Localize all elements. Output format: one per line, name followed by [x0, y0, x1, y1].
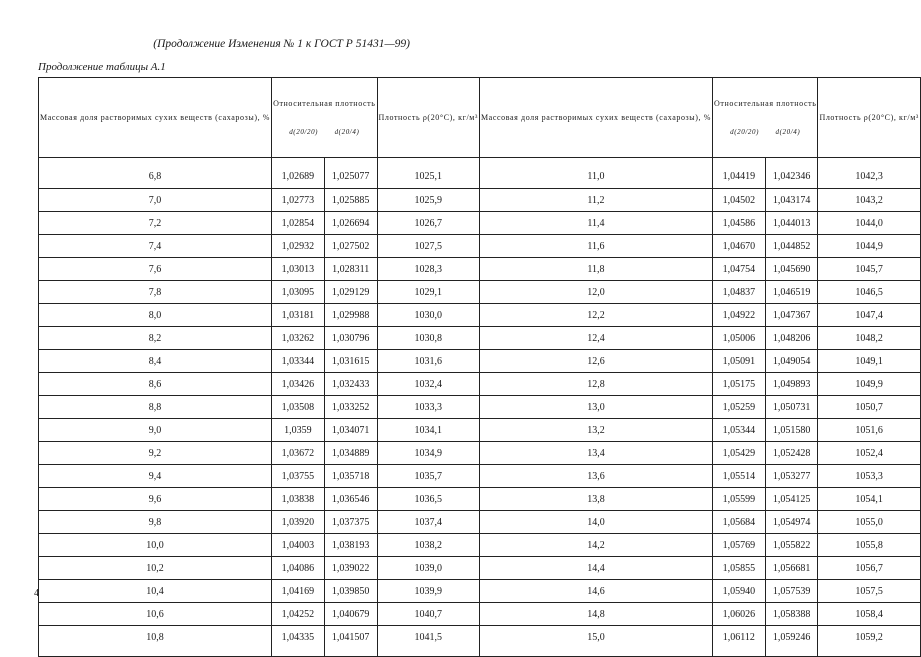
table-cell: 7,0: [39, 189, 272, 212]
document-header: (Продолжение Изменения № 1 к ГОСТ Р 51431—99): [153, 38, 410, 50]
table-row: [39, 580, 921, 603]
table-cell: 1048,2: [818, 327, 920, 350]
table-cell: 1050,7: [818, 396, 920, 419]
table-cell: 1,029129: [324, 281, 377, 304]
table-cell: 1,046519: [765, 281, 818, 304]
table-cell: 1,0359: [272, 419, 325, 442]
table-cell: 1,03508: [272, 396, 325, 419]
table-cell: 10,2: [39, 557, 272, 580]
table-cell: 1,052428: [765, 442, 818, 465]
table-cell: 1044,9: [818, 235, 920, 258]
table-cell: 1046,5: [818, 281, 920, 304]
table-row: [39, 212, 921, 235]
table-cell: 1049,1: [818, 350, 920, 373]
table-cell: 1,030796: [324, 327, 377, 350]
table-cell: 1054,1: [818, 488, 920, 511]
table-cell: 1,03755: [272, 465, 325, 488]
table-cell: 1057,5: [818, 580, 920, 603]
table-cell: 8,6: [39, 373, 272, 396]
header-relative-density-subcols: [273, 127, 375, 137]
table-cell: 1,03920: [272, 511, 325, 534]
table-cell: 1,053277: [765, 465, 818, 488]
header-d-20-4: d(20/4): [334, 127, 360, 136]
table-cell: 1,039850: [324, 580, 377, 603]
header-relative-density-subcols-2: [714, 127, 816, 137]
table-cell: 1,04837: [713, 281, 766, 304]
table-cell: 1032,4: [377, 373, 479, 396]
table-cell: 7,6: [39, 258, 272, 281]
table-cell: 1,040679: [324, 603, 377, 626]
table-cell: 1059,2: [818, 626, 920, 657]
table-cell: 1043,2: [818, 189, 920, 212]
table-row: [39, 534, 921, 557]
table-cell: 1,05769: [713, 534, 766, 557]
table-cell: 13,2: [479, 419, 712, 442]
table-cell: 1030,0: [377, 304, 479, 327]
table-cell: 1,048206: [765, 327, 818, 350]
header-d-20-20-2: d(20/20): [730, 127, 760, 136]
table-cell: 1027,5: [377, 235, 479, 258]
table-cell: 1039,9: [377, 580, 479, 603]
table-cell: 1025,1: [377, 158, 479, 189]
table-cell: 15,0: [479, 626, 712, 657]
table-cell: 1,03095: [272, 281, 325, 304]
table-cell: 1,02689: [272, 158, 325, 189]
table-cell: 1,04169: [272, 580, 325, 603]
header-relative-density-label-2: Относительная плотность: [714, 98, 817, 108]
table-cell: 1,039022: [324, 557, 377, 580]
table-cell: 1,054125: [765, 488, 818, 511]
table-cell: 14,8: [479, 603, 712, 626]
table-cell: 1,03013: [272, 258, 325, 281]
table-row: [39, 511, 921, 534]
table-cell: 1,044852: [765, 235, 818, 258]
table-cell: 1,029988: [324, 304, 377, 327]
table-cell: 1037,4: [377, 511, 479, 534]
table-cell: 1031,6: [377, 350, 479, 373]
table-cell: 1041,5: [377, 626, 479, 657]
table-cell: 1,04922: [713, 304, 766, 327]
table-cell: 1,050731: [765, 396, 818, 419]
table-row: [39, 158, 921, 189]
header-density: Плотность ρ(20°C), кг/м³: [377, 78, 479, 158]
table-row: [39, 235, 921, 258]
table-cell: 1,045690: [765, 258, 818, 281]
table-cell: 10,8: [39, 626, 272, 657]
table-row: [39, 189, 921, 212]
table-cell: 1,051580: [765, 419, 818, 442]
table-cell: 1,037375: [324, 511, 377, 534]
table-cell: 1,04502: [713, 189, 766, 212]
table-cell: 1,042346: [765, 158, 818, 189]
header-d-20-20: d(20/20): [289, 127, 319, 136]
table-row: [39, 281, 921, 304]
table-cell: 1,028311: [324, 258, 377, 281]
table-cell: 1058,4: [818, 603, 920, 626]
table-cell: 9,0: [39, 419, 272, 442]
header-relative-density: [272, 78, 377, 158]
table-cell: 1,05006: [713, 327, 766, 350]
table-cell: 1,02854: [272, 212, 325, 235]
table-cell: 8,4: [39, 350, 272, 373]
table-row: [39, 396, 921, 419]
table-row: [39, 258, 921, 281]
table-cell: 1,03672: [272, 442, 325, 465]
table-cell: 1,05429: [713, 442, 766, 465]
table-row: [39, 304, 921, 327]
table-caption: Продолжение таблицы А.1: [38, 61, 166, 73]
table-cell: 1,033252: [324, 396, 377, 419]
table-cell: 1034,1: [377, 419, 479, 442]
table-cell: 1,03262: [272, 327, 325, 350]
table-cell: 1056,7: [818, 557, 920, 580]
table-cell: 1026,7: [377, 212, 479, 235]
table-cell: 13,6: [479, 465, 712, 488]
table-cell: 1,05684: [713, 511, 766, 534]
table-cell: 1,04252: [272, 603, 325, 626]
table-cell: 1033,3: [377, 396, 479, 419]
table-cell: 1049,9: [818, 373, 920, 396]
table-cell: 1,047367: [765, 304, 818, 327]
table-cell: 13,0: [479, 396, 712, 419]
table-cell: 13,8: [479, 488, 712, 511]
table-cell: 1,031615: [324, 350, 377, 373]
table-cell: 9,4: [39, 465, 272, 488]
table-cell: 10,0: [39, 534, 272, 557]
table-cell: 11,0: [479, 158, 712, 189]
table-cell: 1,03426: [272, 373, 325, 396]
table-cell: 1,04586: [713, 212, 766, 235]
table-cell: 1,02932: [272, 235, 325, 258]
table-cell: 1,04335: [272, 626, 325, 657]
table-cell: 1,055822: [765, 534, 818, 557]
table-cell: 12,0: [479, 281, 712, 304]
table-cell: 1,04003: [272, 534, 325, 557]
header-d-20-4-2: d(20/4): [775, 127, 801, 136]
table-cell: 1,026694: [324, 212, 377, 235]
table-cell: 12,8: [479, 373, 712, 396]
table-cell: 1,04754: [713, 258, 766, 281]
table-cell: 1039,0: [377, 557, 479, 580]
table-cell: 12,2: [479, 304, 712, 327]
table-cell: 1,03181: [272, 304, 325, 327]
table-cell: 1,043174: [765, 189, 818, 212]
table-cell: 1,034071: [324, 419, 377, 442]
table-cell: 1040,7: [377, 603, 479, 626]
table-cell: 1038,2: [377, 534, 479, 557]
table-cell: 1042,3: [818, 158, 920, 189]
table-cell: 1,041507: [324, 626, 377, 657]
table-cell: 8,2: [39, 327, 272, 350]
table-row: [39, 350, 921, 373]
density-table: [38, 77, 921, 657]
table-cell: 9,2: [39, 442, 272, 465]
table-cell: 12,6: [479, 350, 712, 373]
table-cell: 11,4: [479, 212, 712, 235]
table-header: [39, 78, 921, 158]
table-cell: 1,03838: [272, 488, 325, 511]
table-cell: 1055,8: [818, 534, 920, 557]
table-row: [39, 488, 921, 511]
table-cell: 1,049054: [765, 350, 818, 373]
table-cell: 1,05175: [713, 373, 766, 396]
table-cell: 1,05940: [713, 580, 766, 603]
table-cell: 7,4: [39, 235, 272, 258]
table-cell: 14,2: [479, 534, 712, 557]
table-cell: 1,05599: [713, 488, 766, 511]
table-cell: 9,8: [39, 511, 272, 534]
table-cell: 1,04086: [272, 557, 325, 580]
table-row: [39, 626, 921, 657]
table-cell: 1047,4: [818, 304, 920, 327]
table-cell: 1,027502: [324, 235, 377, 258]
table-cell: 1,05259: [713, 396, 766, 419]
table-cell: 1,038193: [324, 534, 377, 557]
header-density-2: Плотность ρ(20°C), кг/м³: [818, 78, 920, 158]
table-row: [39, 465, 921, 488]
header-mass-fraction: Массовая доля растворимых сухих веществ (сахарозы), %: [39, 78, 272, 158]
table-cell: 1,05344: [713, 419, 766, 442]
table-cell: 11,6: [479, 235, 712, 258]
table-cell: 1053,3: [818, 465, 920, 488]
table-row: [39, 419, 921, 442]
table-cell: 1,058388: [765, 603, 818, 626]
table-cell: 7,8: [39, 281, 272, 304]
table-row: [39, 327, 921, 350]
table-cell: 1034,9: [377, 442, 479, 465]
table-cell: 1,06112: [713, 626, 766, 657]
table-cell: 1,049893: [765, 373, 818, 396]
table-cell: 1,035718: [324, 465, 377, 488]
table-cell: 1055,0: [818, 511, 920, 534]
table-cell: 10,4: [39, 580, 272, 603]
table-cell: 1,057539: [765, 580, 818, 603]
table-cell: 1025,9: [377, 189, 479, 212]
table-row: [39, 557, 921, 580]
table-cell: 1,054974: [765, 511, 818, 534]
table-cell: 11,8: [479, 258, 712, 281]
table-cell: 1029,1: [377, 281, 479, 304]
page-number: 4: [34, 588, 39, 599]
table-cell: 1,04419: [713, 158, 766, 189]
header-relative-density-2: [713, 78, 818, 158]
header-relative-density-label: Относительная плотность: [273, 98, 376, 108]
table-cell: 6,8: [39, 158, 272, 189]
table-cell: 1,06026: [713, 603, 766, 626]
table-cell: 1,034889: [324, 442, 377, 465]
table-cell: 8,8: [39, 396, 272, 419]
table-cell: 1,02773: [272, 189, 325, 212]
table-row: [39, 442, 921, 465]
table-cell: 1,044013: [765, 212, 818, 235]
table-body: [39, 158, 921, 657]
table-cell: 12,4: [479, 327, 712, 350]
table-cell: 1,05855: [713, 557, 766, 580]
table-cell: 1,056681: [765, 557, 818, 580]
table-cell: 1,05091: [713, 350, 766, 373]
table-cell: 1,04670: [713, 235, 766, 258]
table-cell: 1,032433: [324, 373, 377, 396]
table-cell: 1051,6: [818, 419, 920, 442]
table-cell: 1,059246: [765, 626, 818, 657]
table-row: [39, 373, 921, 396]
table-cell: 1030,8: [377, 327, 479, 350]
table-cell: 1045,7: [818, 258, 920, 281]
table-cell: 7,2: [39, 212, 272, 235]
table-cell: 1044,0: [818, 212, 920, 235]
table-cell: 14,0: [479, 511, 712, 534]
table-cell: 8,0: [39, 304, 272, 327]
table-cell: 1,03344: [272, 350, 325, 373]
table-cell: 14,6: [479, 580, 712, 603]
table-cell: 14,4: [479, 557, 712, 580]
table-cell: 1,05514: [713, 465, 766, 488]
table-cell: 10,6: [39, 603, 272, 626]
table-row: [39, 603, 921, 626]
table-cell: 1052,4: [818, 442, 920, 465]
table-cell: 1036,5: [377, 488, 479, 511]
table-cell: 11,2: [479, 189, 712, 212]
header-mass-fraction-2: Массовая доля растворимых сухих веществ (сахарозы), %: [479, 78, 712, 158]
table-cell: 1,036546: [324, 488, 377, 511]
table-cell: 1,025077: [324, 158, 377, 189]
table-cell: 13,4: [479, 442, 712, 465]
table-cell: 1035,7: [377, 465, 479, 488]
table-cell: 1028,3: [377, 258, 479, 281]
table-cell: 1,025885: [324, 189, 377, 212]
table-cell: 9,6: [39, 488, 272, 511]
